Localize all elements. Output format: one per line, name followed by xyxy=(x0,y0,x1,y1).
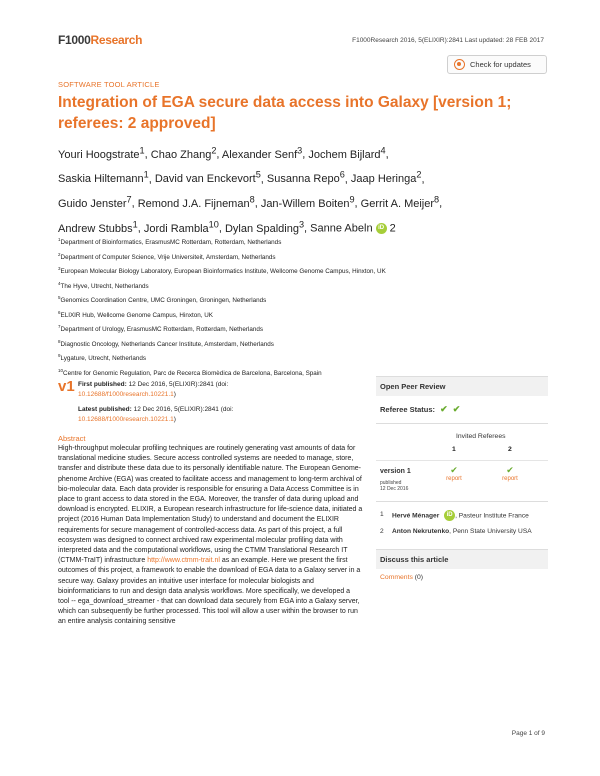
first-published: First published: 12 Dec 2016, 5(ELIXIR):2841 (doi: 10.12688/f1000research.10221.1) xyxy=(78,381,229,398)
discuss-heading: Discuss this article xyxy=(376,550,548,569)
author[interactable]: Dylan Spalding$^3$ xyxy=(224,218,305,235)
referee-status: Referee Status: ✔ ✔ xyxy=(376,396,548,424)
author[interactable]: Jordi Rambla$^{10}$ xyxy=(143,218,219,235)
author[interactable]: Gerrit A. Meijer$^8$ xyxy=(360,194,440,210)
check-updates-button[interactable] xyxy=(447,55,547,74)
affiliation: $^4$The Hyve, Utrecht, Netherlands xyxy=(58,280,149,290)
approved-check-icon: ✔ xyxy=(506,465,514,475)
affiliation: $^2$Department of Computer Science, Vrije Universiteit, Amsterdam, Netherlands xyxy=(58,251,276,261)
comments-link[interactable]: Comments xyxy=(380,573,413,581)
ctmm-trait-link[interactable]: http://www.ctmm-trait.nl xyxy=(147,557,220,565)
referee-report[interactable]: ✔ report xyxy=(495,466,525,484)
affiliation: $^8$Diagnostic Oncology, Netherlands Cancer Institute, Amsterdam, Netherlands xyxy=(58,338,274,348)
author[interactable]: Chao Zhang$^2$ xyxy=(150,145,217,161)
author[interactable]: David van Enckevort$^5$ xyxy=(154,169,261,186)
version-badge: v1 xyxy=(58,378,75,395)
referee-number: 1 xyxy=(452,446,456,453)
citation-header: F1000Research 2016, 5(ELIXIR):2841 Last updated: 28 FEB 2017 xyxy=(352,37,544,44)
version-published: published 12 Dec 2016 xyxy=(380,480,409,492)
crossmark-icon xyxy=(454,59,465,70)
author[interactable]: Jan-Willem Boiten$^9$ xyxy=(260,194,355,210)
author-list: Youri Hoogstrate$^1$, Chao Zhang$^2$, Alexander Senf$^3$, Jochem Bijlard$^4$, Saskia Hiltemann$^1$, David van Enckevort$^5$, Susanna Repo$^6$, Jaap Heringa$^2$, Guido Jenster$^7$, Remond J.A. Fijneman$^8$, Jan-Willem Boiten$^9$, Gerrit A. Meijer$^8$, Andrew Stubbs$^1$, Jordi Rambla$^{10}$, Dylan Spalding$^3$, Sanne Abeln iD 2 xyxy=(58,145,443,235)
author[interactable]: Youri Hoogstrate$^1$ xyxy=(58,145,145,161)
abstract-heading: Abstract xyxy=(58,434,86,443)
author[interactable]: Susanna Repo$^6$ xyxy=(266,169,345,186)
affiliations xyxy=(58,234,578,379)
author[interactable]: Alexander Senf$^3$ xyxy=(221,145,303,161)
affiliation: $^1$Department of Bioinformatics, ErasmusMC Rotterdam, Rotterdam, Netherlands xyxy=(58,237,282,247)
affiliation: $^3$European Molecular Biology Laboratory, European Bioinformatics Institute, Wellcome Genome Campus, Hinxton, UK xyxy=(58,266,386,276)
affiliation: $^5$Genomics Coordination Centre, UMC Groningen, Groningen, Netherlands xyxy=(58,295,267,305)
journal-logo[interactable] xyxy=(58,33,142,47)
referee-number: 2 xyxy=(508,446,512,453)
orcid-icon[interactable]: iD xyxy=(444,510,455,521)
latest-published: Latest published: 12 Dec 2016, 5(ELIXIR):2841 (doi: 10.12688/f1000research.10221.1) xyxy=(78,406,234,423)
affiliation: $^{10}$Centre for Genomic Regulation, Parc de Recerca Biomèdica de Barcelona, Barcelona, Spain xyxy=(58,367,322,377)
logo-accent: Research xyxy=(90,33,143,47)
orcid-icon[interactable]: iD xyxy=(376,223,387,234)
author[interactable]: Sanne Abeln xyxy=(310,222,373,235)
logo-text: F1000 xyxy=(58,33,91,47)
peer-review-sidebar xyxy=(376,376,548,586)
publication-info xyxy=(78,380,278,430)
invited-referees-table xyxy=(376,424,548,502)
latest-doi-link[interactable]: 10.12688/f1000research.10221.1 xyxy=(78,416,174,423)
author[interactable]: Remond J.A. Fijneman$^8$ xyxy=(137,194,255,210)
referee-name[interactable]: Anton Nekrutenko xyxy=(392,528,450,536)
approved-check-icon: ✔ xyxy=(440,404,448,414)
affiliation: $^9$Lygature, Utrecht, Netherlands xyxy=(58,353,147,363)
referee-name[interactable]: Hervé Ménager xyxy=(392,512,440,520)
author[interactable]: Saskia Hiltemann$^1$ xyxy=(58,169,149,186)
open-peer-review-heading: Open Peer Review xyxy=(376,376,548,396)
author[interactable]: Andrew Stubbs$^1$ xyxy=(58,218,138,235)
invited-referees-label: Invited Referees xyxy=(456,433,506,440)
check-updates-label: Check for updates xyxy=(470,60,531,69)
referee-list xyxy=(376,502,548,550)
referee-item: 1 Hervé Ménager iD , Pasteur Institute France xyxy=(380,511,529,520)
author[interactable]: Jochem Bijlard$^4$ xyxy=(308,145,386,161)
approved-check-icon: ✔ xyxy=(450,465,458,475)
page-number: Page 1 of 9 xyxy=(511,730,545,737)
comments xyxy=(376,569,548,586)
approved-check-icon: ✔ xyxy=(452,404,461,414)
affiliation: $^6$ELIXIR Hub, Wellcome Genome Campus, Hinxton, UK xyxy=(58,309,213,319)
article-type: SOFTWARE TOOL ARTICLE xyxy=(58,80,160,89)
referee-item: 2 Anton Nekrutenko, Penn State University USA xyxy=(380,528,532,536)
author[interactable]: Jaap Heringa$^2$ xyxy=(350,169,422,186)
article-title: Integration of EGA secure data access into Galaxy [version 1; referees: 2 approved] xyxy=(58,94,512,132)
comments-count: (0) xyxy=(414,573,424,581)
version-label: version 1 xyxy=(380,468,411,475)
abstract-body: High-throughput molecular profiling techniques are routinely generating vast amounts of data for translational medicine studies. Secure access controlled systems are needed to manage, store, transfer and distribute these data due to its personally identifiable nature. The European Genome-phenome Archive (EGA) was created to facilitate access and management to long-term archival of bio-molecular data. Each data provider is responsible for ensuring a Data Access Committee is in place to grant access to data stored in the EGA. Moreover, the transfer of data during upload and download is encrypted. ELIXIR, a European research infrastructure for life-science data, initiated a project (2016 Human Data Implementation Study) to understand and document the ELIXIR requirements for secure management of controlled-access data. As part of this project, a full ecosystem was designed to connect archived raw experimental molecular profiling data with interpreted data and the computational workflows, using the CTMM Translational Research IT (CTMM-TraIT) infrastructure http://www.ctmm-trait.nl as an example. Here we present the first outcomes of this project, a framework to enable the download of EGA data to a Galaxy server in a secure way. Galaxy provides an intuitive user interface for molecular biologists and bioinformaticians to run and design data analysis workflows. More specifically, we developed a tool -- ega_download_streamer - that can download data securely from EGA into a Galaxy server, which can subsequently be further processed. This tool will allow a user within the browser to run an entire analysis containing sensitive xyxy=(58,445,363,626)
author[interactable]: Guido Jenster$^7$ xyxy=(58,194,132,210)
affiliation: $^7$Department of Urology, ErasmusMC Rotterdam, Rotterdam, Netherlands xyxy=(58,324,264,334)
referee-report[interactable]: ✔ report xyxy=(439,466,469,484)
first-doi-link[interactable]: 10.12688/f1000research.10221.1 xyxy=(78,391,174,398)
